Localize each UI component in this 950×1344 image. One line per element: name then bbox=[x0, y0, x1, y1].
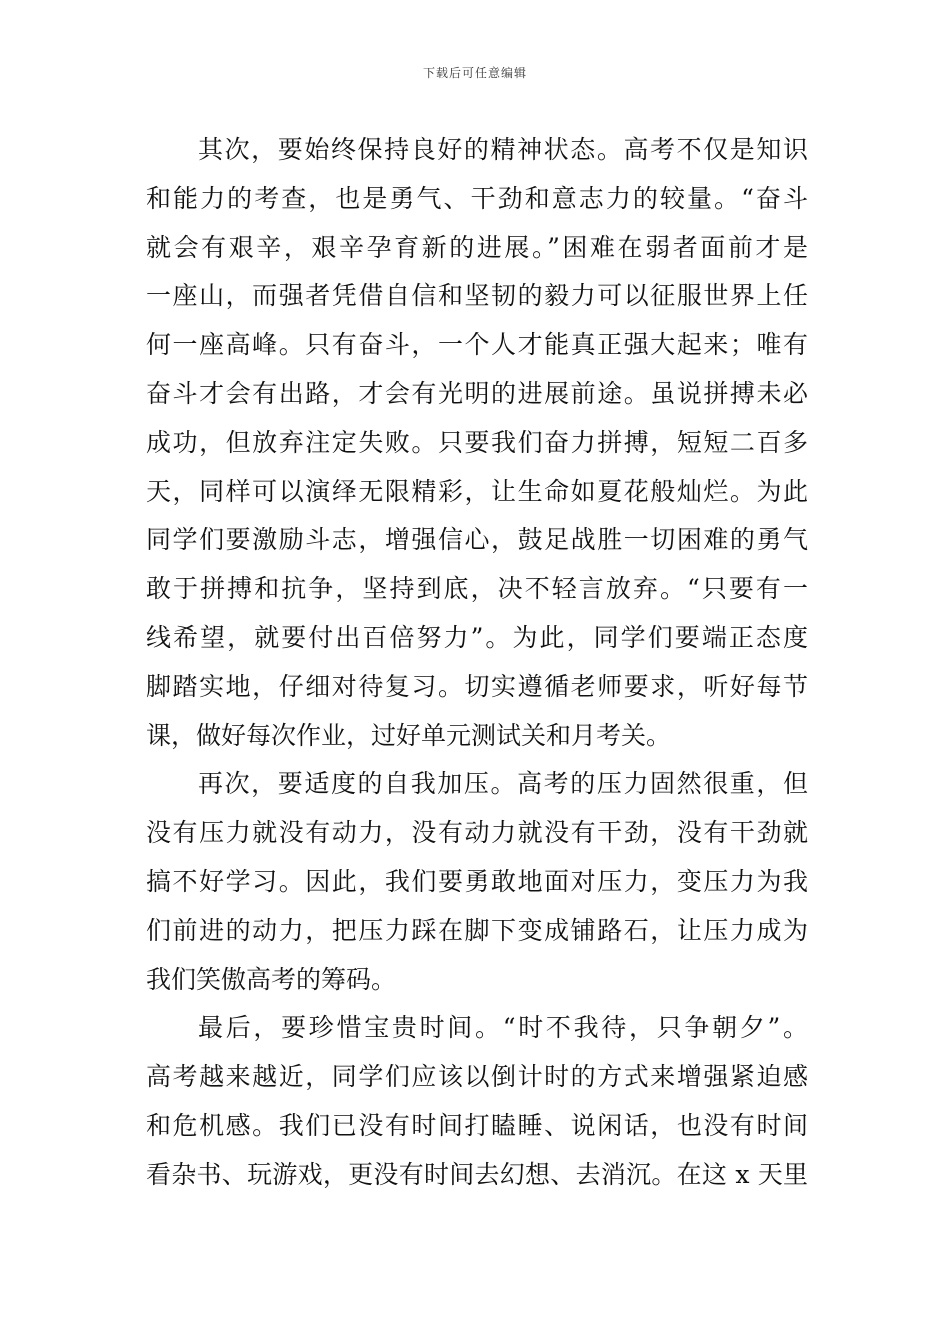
text-line: 何一座高峰。只有奋斗，一个人才能真正强大起来；唯有 bbox=[146, 330, 808, 360]
text-line: 们前进的动力，把压力踩在脚下变成铺路石，让压力成为 bbox=[146, 915, 808, 945]
page-header: 下载后可任意编辑 bbox=[422, 66, 527, 80]
paragraph-3 bbox=[146, 1004, 808, 1199]
text-line: 成功，但放弃注定失败。只要我们奋力拼搏，短短二百多 bbox=[146, 427, 808, 457]
text-line: 课，做好每次作业，过好单元测试关和月考关。 bbox=[146, 720, 672, 750]
text-line: 其次，要始终保持良好的精神状态。高考不仅是知识 bbox=[198, 135, 808, 164]
text-line: 天，同样可以演绎无限精彩，让生命如夏花般灿烂。为此 bbox=[146, 476, 808, 506]
text-line: 同学们要激励斗志，增强信心，鼓足战胜一切困难的勇气 bbox=[146, 525, 808, 555]
text-line: 再次，要适度的自我加压。高考的压力固然很重，但 bbox=[198, 769, 808, 799]
text-line: 线希望，就要付出百倍努力”。为此，同学们要端正态度 bbox=[146, 622, 808, 652]
text-line: 没有压力就没有动力，没有动力就没有干劲，没有干劲就 bbox=[146, 818, 808, 848]
text-line: 最后，要珍惜宝贵时间。“时不我待，只争朝夕”。 bbox=[198, 1013, 808, 1043]
text-line: 就会有艰辛，艰辛孕育新的进展。”困难在弱者面前才是 bbox=[146, 232, 808, 262]
paragraph-2 bbox=[146, 760, 808, 1004]
text-line: 看杂书、玩游戏，更没有时间去幻想、去消沉。在这 x 天里 bbox=[146, 1159, 808, 1189]
text-line: 脚踏实地，仔细对待复习。切实遵循老师要求，听好每节 bbox=[146, 671, 808, 701]
text-line: 我们笑傲高考的筹码。 bbox=[146, 964, 397, 994]
paragraph-1 bbox=[146, 126, 808, 760]
text-line: 和危机感。我们已没有时间打瞌睡、说闲话，也没有时间 bbox=[146, 1110, 808, 1140]
text-line: 搞不好学习。因此，我们要勇敢地面对压力，变压力为我 bbox=[146, 866, 808, 896]
text-line: 敢于拼搏和抗争，坚持到底，决不轻言放弃。“只要有一 bbox=[146, 574, 808, 604]
text-line: 和能力的考查，也是勇气、干劲和意志力的较量。“奋斗 bbox=[146, 183, 808, 213]
text-line: 高考越来越近，同学们应该以倒计时的方式来增强紧迫感 bbox=[146, 1062, 808, 1092]
text-line: 一座山，而强者凭借自信和坚韧的毅力可以征服世界上任 bbox=[146, 281, 808, 311]
document-body bbox=[146, 126, 808, 1200]
text-line: 奋斗才会有出路，才会有光明的进展前途。虽说拼搏未必 bbox=[146, 378, 808, 408]
